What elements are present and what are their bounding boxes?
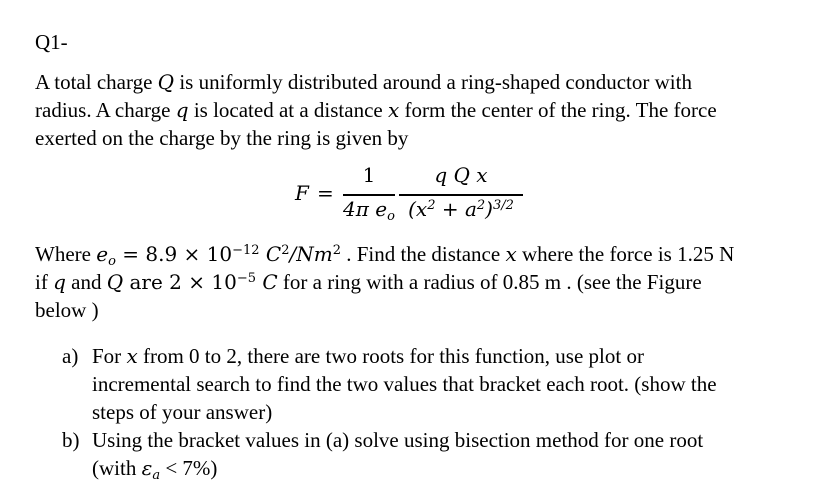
intro-line-2: radius. A charge q is located at a distance x form the center of the ring. The force: [35, 98, 717, 122]
force-formula: [295, 163, 535, 227]
intro-paragraph: [35, 68, 717, 152]
where-line-1: Where $e_o = 8.9 \times 10^{-12}$ $C^2/Nm^2$ . Find the distance x where the force is 1.25 N: [35, 242, 735, 269]
question-heading: Q1-: [35, 30, 68, 54]
item-label: b): [62, 428, 80, 452]
fraction-main-numerator: q Q x: [434, 163, 488, 187]
intro-line-1: A total charge Q is uniformly distributed around a ring-shaped conductor with: [35, 70, 692, 94]
fraction-constant-numerator: 1: [362, 163, 376, 187]
fraction-bar: [343, 194, 395, 196]
fraction-bar: [399, 194, 523, 196]
fraction-main: [399, 163, 523, 227]
formula-equals: =: [317, 181, 334, 205]
where-line-2: if q and Q are $2 \times 10^{-5}$ C for a ring with a radius of 0.85 m . (see the Figure: [35, 270, 702, 294]
var-Q: Q: [157, 70, 175, 94]
where-line-3: below ): [35, 298, 99, 322]
formula-lhs: F: [295, 181, 309, 205]
sub-question-b: [62, 426, 704, 483]
sub-question-a: [62, 342, 717, 424]
item-label: a): [62, 344, 79, 368]
var-x: x: [387, 98, 400, 122]
where-paragraph: [35, 240, 734, 324]
fraction-constant-denominator: 4π $e_o$: [343, 197, 395, 224]
intro-line-3: exerted on the charge by the ring is given by: [35, 126, 409, 150]
item-content: For x from 0 to 2, there are two roots for this function, use plot or incremental search to find the two values that bracket each root. (show the steps of your answer): [92, 344, 717, 424]
var-q: q: [175, 98, 189, 122]
fraction-constant: [343, 163, 395, 227]
item-content: Using the bracket values in (a) solve using bisection method for one root (with $\varepsilon_a < 7\%$): [92, 428, 704, 483]
fraction-main-denominator: $(x^2 + a^2)^{3/2}$: [408, 197, 514, 221]
